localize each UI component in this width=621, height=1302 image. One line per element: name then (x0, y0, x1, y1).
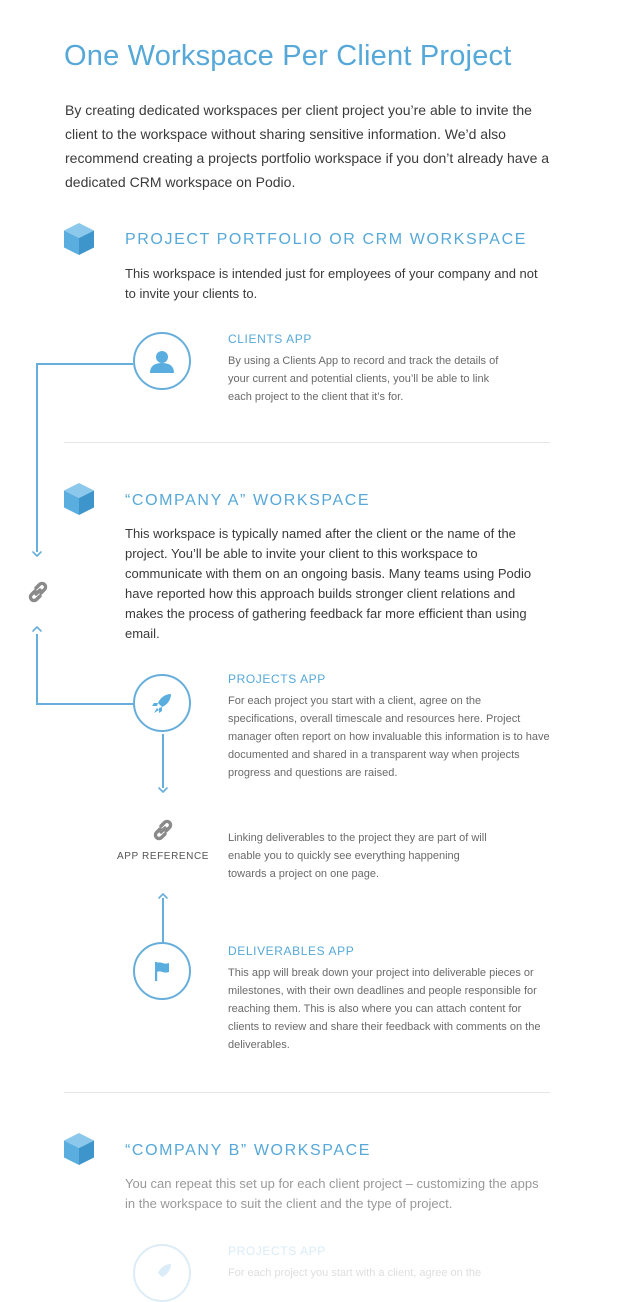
cube-icon (63, 482, 95, 516)
company-b-workspace-title: “COMPANY B” WORKSPACE (125, 1142, 372, 1159)
cube-icon (63, 1132, 95, 1166)
flag-icon (149, 958, 175, 984)
portfolio-workspace-description: This workspace is intended just for employees of your company and not to invite your clients to. (125, 266, 538, 301)
rocket-icon (149, 1260, 175, 1286)
rocket-icon (149, 690, 175, 716)
company-b-projects-app-description: For each project you start with a client, agree on the (228, 1267, 482, 1279)
projects-app-circle (133, 674, 191, 732)
portfolio-workspace-title: PROJECT PORTFOLIO OR CRM WORKSPACE (125, 231, 527, 248)
section-divider (64, 442, 550, 443)
page-title: One Workspace Per Client Project (64, 40, 512, 72)
company-b-workspace-description: You can repeat this set up for each client project – customizing the apps in the workspace to suit the client and the type of project. (125, 1176, 539, 1211)
section-divider (64, 1092, 550, 1093)
deliverables-app-description: This app will break down your project into deliverable pieces or milestones, with their own deadlines and people responsible for reaching them. This is also where you can attach content for clients to review and share their feedback with comments on the deliverables. (228, 967, 541, 1051)
connector-link-to-projects (37, 634, 133, 704)
link-icon (150, 817, 176, 843)
projects-app-description: For each project you start with a client, agree on the specifications, overall timescale and resources here. Project manager often report on how invaluable this information is to have documented and shared in a transparent way when projects progress and questions are raised. (228, 695, 550, 779)
company-a-workspace-title: “COMPANY A” WORKSPACE (125, 492, 371, 509)
chevron-down-icon (33, 552, 41, 556)
chevron-down-icon (159, 788, 167, 792)
app-reference-label: APP REFERENCE (117, 851, 210, 862)
cube-icon (63, 222, 95, 256)
deliverables-app-title: DELIVERABLES APP (228, 944, 355, 958)
clients-app-circle (133, 332, 191, 390)
company-b-projects-app-circle (133, 1244, 191, 1302)
link-icon (25, 579, 51, 605)
clients-app-description: By using a Clients App to record and track the details of your current and potential clients, you’ll be able to link each project to the client that it’s for. (228, 355, 499, 403)
user-icon (148, 349, 176, 373)
clients-app-title: CLIENTS APP (228, 332, 312, 346)
chevron-up-icon (159, 894, 167, 898)
connector-clients-to-link (37, 364, 133, 552)
projects-app-title: PROJECTS APP (228, 672, 326, 686)
intro-paragraph: By creating dedicated workspaces per client project you’re able to invite the client to the workspace without sharing sensitive information. We’d also recommend creating a projects portfolio workspace if you don’t already have a dedicated CRM workspace on Podio. (65, 102, 550, 190)
company-b-projects-app-title: PROJECTS APP (228, 1244, 326, 1258)
deliverables-app-circle (133, 942, 191, 1000)
app-reference-description: Linking deliverables to the project they are part of will enable you to quickly see everything happening towards a project on one page. (228, 832, 487, 880)
company-a-workspace-description: This workspace is typically named after the client or the name of the project. You’ll be able to invite your client to this workspace to communicate with them on an ongoing basis. Many teams using Podio have reported how this approach builds stronger client relations and makes the process of gathering feedback far more efficient than using email. (125, 526, 532, 641)
chevron-up-icon (33, 627, 41, 631)
